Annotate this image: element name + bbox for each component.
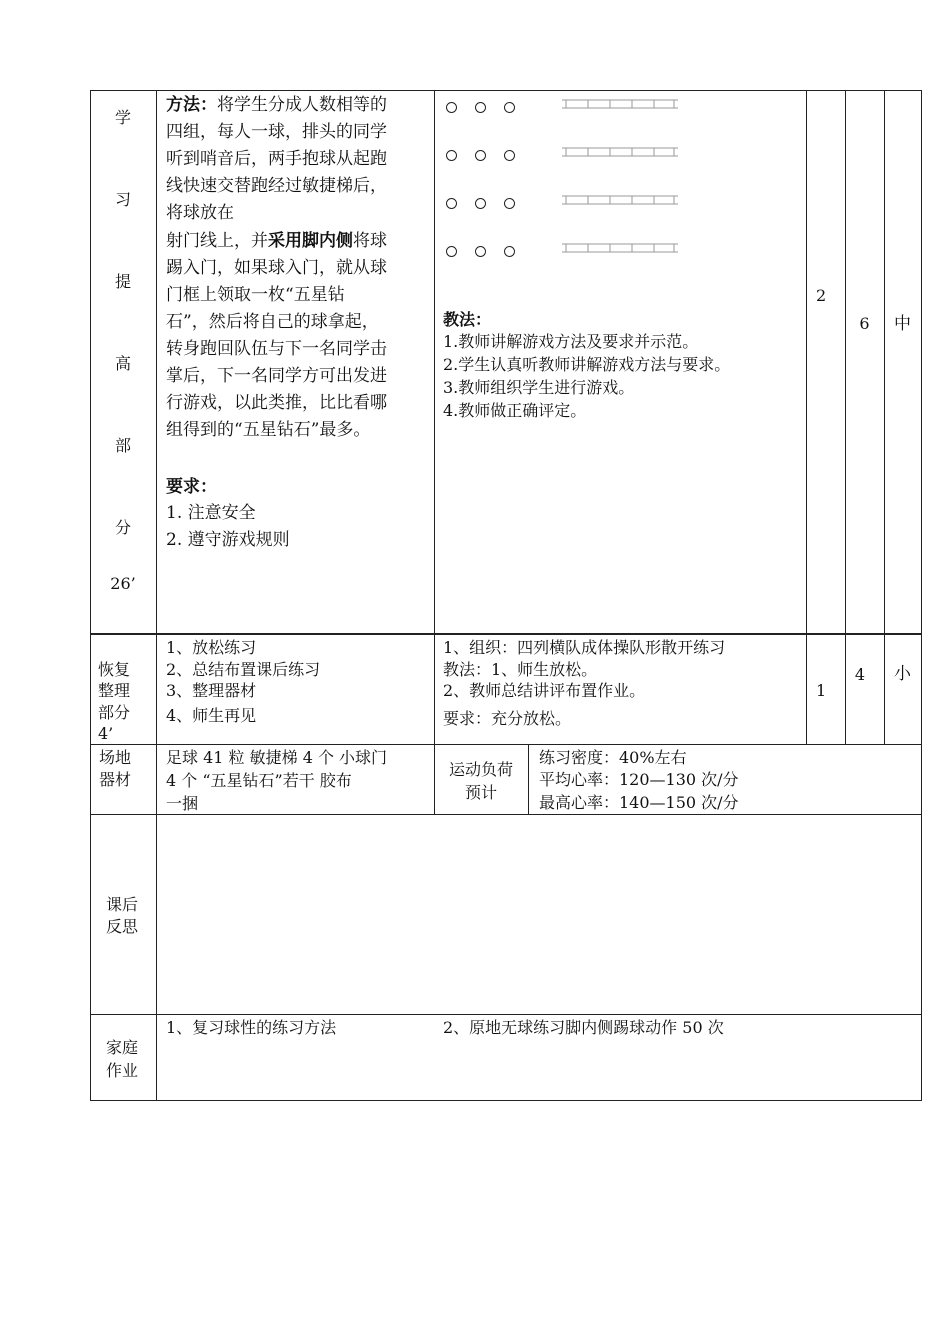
recovery-item: 3、整理器材 [166,681,257,700]
label-line: 家庭 [106,1038,139,1057]
table-border-top [90,90,922,91]
player-marker [446,246,457,257]
col-divider [434,90,435,814]
label-char: 学 [114,108,131,127]
load-value: 平均心率：120—130 次/分 [539,770,739,789]
label-line: 预计 [464,783,497,802]
col-divider [156,90,157,1100]
recovery-item: 4、师生再见 [166,706,257,725]
method-line: 转身跑回队伍与下一名同学击 [166,339,387,359]
player-marker [475,198,486,209]
agility-ladder [562,194,678,206]
equipment-line: 4 个 “五星钻石”若干 胶布 [166,771,352,790]
method-line: 射门线上，并 [166,231,268,251]
teach-item: 2.学生认真听教师讲解游戏方法与要求。 [443,355,731,374]
label-line: 部分 [98,703,131,722]
label-line: 作业 [106,1061,139,1080]
player-marker [504,246,515,257]
study-count: 2 [816,286,827,305]
player-marker [475,246,486,257]
org-line: 教法：1、师生放松。 [443,660,598,679]
method-line: 踢入门，如果球入门，就从球 [166,258,387,278]
method-line: 门框上领取一枚“五星钻 [166,285,345,305]
player-marker [446,150,457,161]
homework-item: 1、复习球性的练习方法 [166,1018,337,1037]
row-divider [90,633,922,635]
recovery-intensity: 小 [894,664,911,684]
label-line: 课后 [106,895,139,914]
teach-item: 1.教师讲解游戏方法及要求并示范。 [443,332,699,351]
homework-item: 2、原地无球练习脚内侧踢球动作 50 次 [443,1018,724,1037]
label-line: 反思 [106,917,139,936]
player-marker [504,198,515,209]
recovery-minutes: 4 [854,665,866,684]
org-line: 要求：充分放松。 [443,709,572,728]
method-line: 掌后，下一名同学方可出发进 [166,366,387,386]
label-time: 26’ [110,574,136,593]
player-marker [504,102,515,113]
label-line: 4’ [98,724,114,743]
require-item: 1. 注意安全 [166,503,256,523]
player-marker [475,102,486,113]
label-char: 高 [114,354,131,373]
method-line: 将学生分成人数相等的 [217,95,387,115]
table-border-right [921,90,922,1100]
method-line: 石”，然后将自己的球拿起， [166,312,379,332]
label-char: 提 [114,272,131,291]
player-marker [446,102,457,113]
study-minutes: 6 [859,314,870,333]
method-line: 将球 [353,231,387,251]
label-line: 运动负荷 [448,760,513,779]
row-divider [90,744,922,745]
teach-item: 3.教师组织学生进行游戏。 [443,378,635,397]
table-border-left [90,90,91,1100]
method-line: 行游戏，以此类推，比比看哪 [166,393,387,413]
method-line: 线快速交替跑经过敏捷梯后， [166,176,387,196]
label-line: 恢复 [98,660,131,679]
method-line: 四组，每人一球，排头的同学 [166,122,387,142]
table-border-bottom [90,1100,922,1101]
label-char: 习 [114,190,131,209]
col-divider [806,90,807,744]
label-line: 整理 [98,681,131,700]
org-line: 1、组织：四列横队成体操队形散开练习 [443,638,726,657]
method-heading: 方法： [166,95,217,115]
col-divider [528,744,529,814]
method-line: 组得到的“五星钻石”最多。 [166,420,371,440]
study-intensity: 中 [894,314,911,334]
label-line: 器材 [99,770,132,789]
recovery-item: 1、放松练习 [166,638,257,657]
player-marker [504,150,515,161]
agility-ladder [562,146,678,158]
org-line: 2、教师总结讲评布置作业。 [443,681,646,700]
col-divider [884,90,885,744]
equipment-line: 足球 41 粒 敏捷梯 4 个 小球门 [166,748,388,767]
row-divider [90,1014,922,1015]
recovery-item: 2、总结布置课后练习 [166,660,321,679]
player-marker [475,150,486,161]
col-divider [845,90,846,744]
agility-ladder [562,98,678,110]
load-value: 练习密度：40%左右 [539,748,687,767]
recovery-count: 1 [816,681,827,700]
label-char: 分 [114,518,131,537]
require-heading: 要求： [166,477,217,497]
teach-heading: 教法： [443,310,492,329]
equipment-line: 一捆 [166,794,199,813]
load-value: 最高心率：140—150 次/分 [539,793,739,812]
label-line: 场地 [99,748,132,767]
method-line: 听到哨音后，两手抱球从起跑 [166,149,387,169]
player-marker [446,198,457,209]
method-emphasis: 采用脚内侧 [268,231,353,251]
require-item: 2. 遵守游戏规则 [166,530,290,550]
agility-ladder [562,242,678,254]
label-char: 部 [114,436,131,455]
method-line: 将球放在 [166,203,234,223]
teach-item: 4.教师做正确评定。 [443,401,587,420]
row-divider [90,814,922,815]
